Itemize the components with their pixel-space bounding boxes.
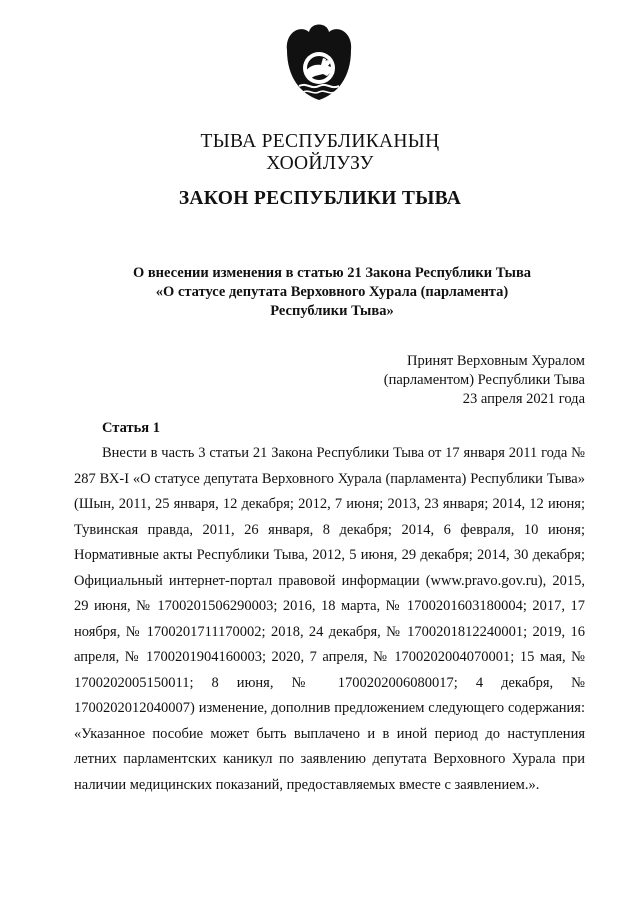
article-body: Внести в часть 3 статьи 21 Закона Республики Тыва от 17 января 2011 года № 287 ВХ-I «О статусе депутата Верховного Хурала (парламента) Республики Тыва» (Шын, 2011, 25 января, 12 декабря; 2012, 7 июня; 2013, 23 января; 2014, 12 июня; Тувинская правда, 2011, 26 января, 8 декабря; 2014, 6 февраля, 10 июня; Нормативные акты Республики Тыва, 2012, 5 июня, 29 декабря; 2014, 30 декабря; Официальный интернет-портал правовой информации (www.pravo.gov.ru), 2015, 29 июня, № 1700201506290003; 2016, 18 марта, № 1700201603180004; 2017, 17 ноября, № 1700201711170002; 2018, 24 декабря, № 1700201812240001; 2019, 16 апреля, № 1700201904160003; 2020, 7 апреля, № 1700202004070001; 15 мая, № 1700202005150011; 8 июня, № 1700202006080017; 4 декабря, № 1700202012040007) изменение, дополнив предложением следующего содержания: «Указанное пособие может быть выплачено и в иной период до наступления летних парламентских каникул по заявлению депутата Верховного Хурала при наличии медицинских показаний, предоставляемых вместе с заявлением.». <box>74 445 585 793</box>
article-heading: Статья 1 <box>102 420 160 436</box>
header-line-tuvan-1: ТЫВА РЕСПУБЛИКАНЫҢ <box>200 131 440 152</box>
law-subject <box>0 264 640 321</box>
header-block <box>0 131 640 175</box>
adoption-note <box>384 352 585 409</box>
coat-of-arms-icon <box>281 20 357 102</box>
adoption-line-1: Принят Верховным Хуралом <box>407 353 585 369</box>
subject-line-3: Республики Тыва» <box>270 303 394 319</box>
adoption-line-2: (парламентом) Республики Тыва <box>383 372 585 388</box>
law-title: ЗАКОН РЕСПУБЛИКИ ТЫВА <box>178 188 462 209</box>
subject-line-2: «О статусе депутата Верховного Хурала (парламента) <box>155 284 509 300</box>
adoption-date: 23 апреля 2021 года <box>462 391 585 407</box>
header-line-tuvan-2: ХООЙЛУЗУ <box>266 153 374 174</box>
subject-line-1: О внесении изменения в статью 21 Закона Республики Тыва <box>132 265 532 281</box>
